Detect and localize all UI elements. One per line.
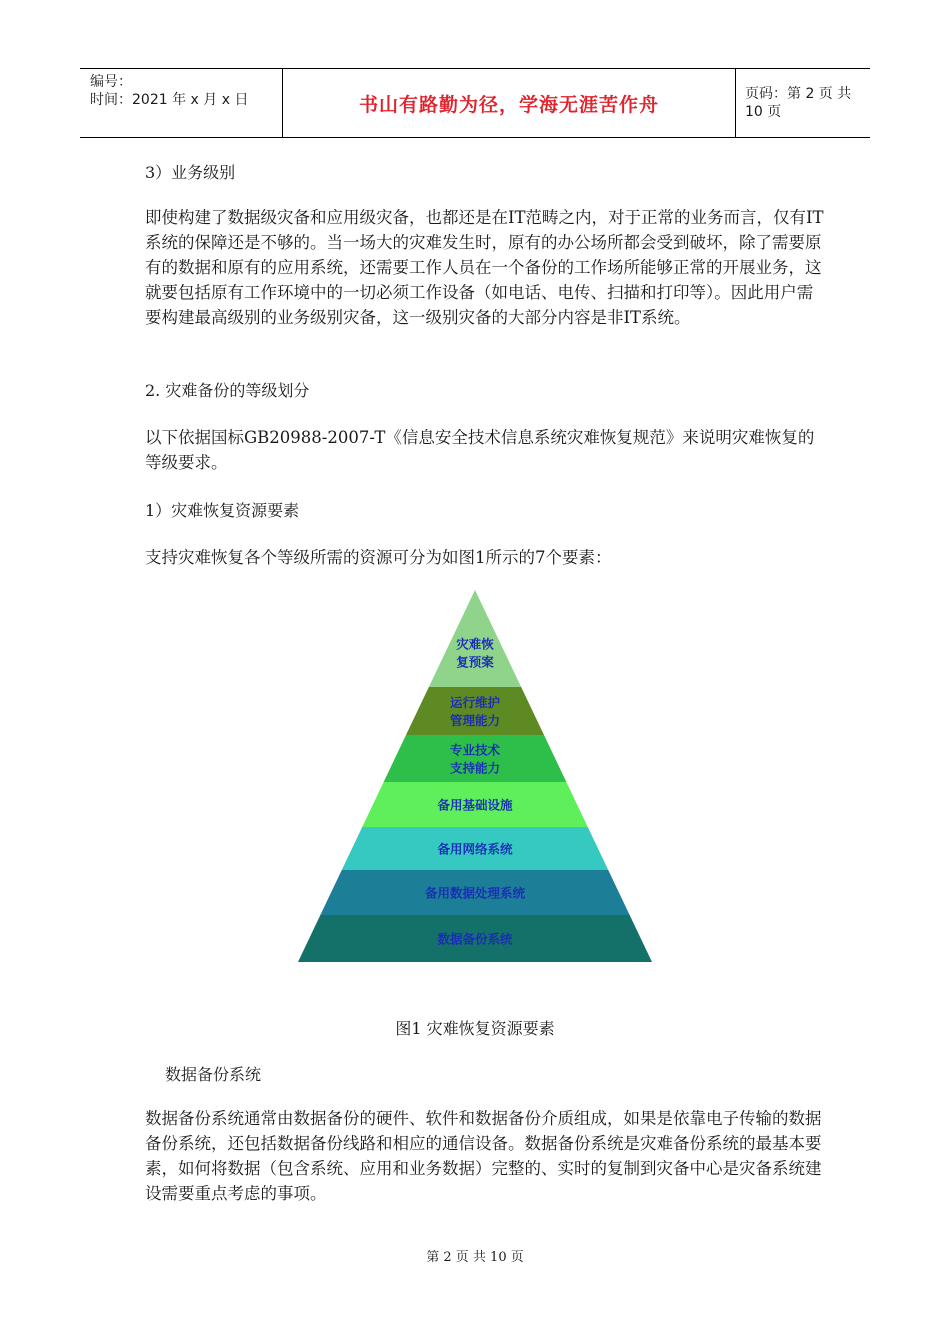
pyramid-layer-5-label: 备用网络系统 bbox=[437, 841, 513, 857]
pyramid-layer-2-label: 管理能力 bbox=[449, 713, 501, 728]
paragraph-grading: 以下依据国标GB20988-2007-T《信息安全技术信息系统灾难恢复规范》来说明灾难恢复的等级要求。 bbox=[145, 428, 815, 472]
header-meta bbox=[80, 69, 282, 137]
header-motto-cell bbox=[282, 69, 736, 137]
page-info: 页码：第 2 页 共 10 页 bbox=[745, 86, 852, 120]
paragraph-data-backup: 数据备份系统通常由数据备份的硬件、软件和数据备份介质组成，如果是依靠电子传输的数据备份系统，还包括数据备份线路和相应的通信设备。数据备份系统是灾难备份系统的最基本要素，如何将数据（包含系统、应用和业务数据）完整的、实时的复制到灾备中心是灾备系统建设需要重点考虑的事项。 bbox=[145, 1109, 822, 1203]
pyramid-layer-1-label: 灾难恢 bbox=[456, 636, 494, 652]
pyramid-layer-7-label: 数据备份系统 bbox=[437, 931, 513, 947]
section-heading-grading: 2. 灾难备份的等级划分 bbox=[145, 381, 310, 400]
page-footer: 第 2 页 共 10 页 bbox=[426, 1250, 524, 1265]
paragraph-business-level: 即使构建了数据级灾备和应用级灾备，也都还是在IT范畴之内，对于正常的业务而言，仅有IT系统的保障还是不够的。当一场大的灾难发生时，原有的办公场所都会受到破坏，除了需要原有的数据和原有的应用系统，还需要工作人员在一个备份的工作场所能够正常的开展业务，这就要包括原有工作环境中的一切必须工作设备（如电话、电传、扫描和打印等）。因此用户需要构建最高级别的业务级别灾备，这一级别灾备的大部分内容是非IT系统。 bbox=[145, 208, 824, 327]
figure-caption: 图1 灾难恢复资源要素 bbox=[395, 1019, 555, 1038]
pyramid-layer-2-label: 运行维护 bbox=[449, 695, 501, 710]
resource-pyramid-figure bbox=[298, 590, 652, 962]
pyramid-layer-1-label: 复预案 bbox=[456, 654, 494, 670]
motto: 书山有路勤为径，学海无涯苦作舟 bbox=[358, 93, 659, 116]
number-label: 编号： bbox=[90, 74, 132, 90]
paragraph-resources: 支持灾难恢复各个等级所需的资源可分为如图1所示的7个要素： bbox=[145, 548, 612, 567]
section-heading-resources: 1）灾难恢复资源要素 bbox=[145, 501, 300, 520]
section-heading-data-backup: 数据备份系统 bbox=[165, 1065, 262, 1084]
page-header bbox=[80, 68, 870, 138]
pyramid-layer-3-label: 支持能力 bbox=[449, 760, 501, 776]
pyramid-layer-3-label: 专业技术 bbox=[449, 742, 501, 758]
pyramid-layer-6-label: 备用数据处理系统 bbox=[424, 885, 526, 901]
header-page-cell bbox=[735, 69, 870, 137]
section-heading-business-level: 3）业务级别 bbox=[145, 163, 236, 182]
date-label: 时间：2021 年 x 月 x 日 bbox=[90, 92, 249, 108]
pyramid-layer-4-label: 备用基础设施 bbox=[437, 797, 513, 813]
